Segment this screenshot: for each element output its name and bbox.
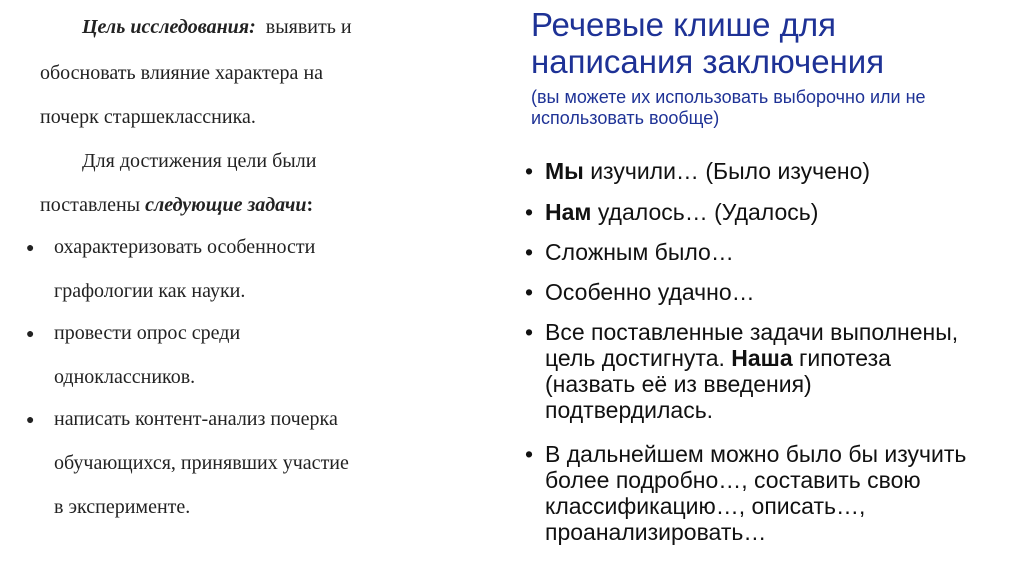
bullet-icon: •: [525, 319, 534, 345]
cliche-item-4: Особенно удачно…: [545, 279, 755, 305]
cliche-item-6: В дальнейшем можно было бы изучить более подробно…, составить свою классификацию…, описать…, проанализировать…: [545, 441, 967, 545]
tasks-label: следующие задачи: [145, 194, 307, 216]
slide-title: Речевые клише для написания заключения: [531, 6, 885, 80]
cliche-item-2: Нам удалось… (Удалось): [545, 199, 819, 225]
tasks-intro-line: Для достижения цели были: [82, 150, 317, 172]
slide-subtitle: (вы можете их использовать выборочно или не использовать вообще): [531, 87, 926, 128]
cliche-item-5: Все поставленные задачи выполнены, цель достигнута. Наша гипотеза (назвать её из введения) подтвердилась.: [545, 319, 959, 423]
task-3-line-2: обучающихся, принявших участие: [54, 452, 349, 474]
bullet-icon: •: [525, 441, 534, 467]
task-3-line-1: написать контент-анализ почерка: [54, 408, 338, 430]
task-1-line-1: охарактеризовать особенности: [54, 236, 316, 258]
task-3-line-3: в эксперименте.: [54, 496, 191, 518]
bullet-icon: •: [525, 199, 534, 225]
right-column: [505, 0, 1024, 574]
goal-label: Цель исследования:: [82, 16, 256, 38]
bullet-icon: •: [525, 239, 534, 265]
left-column: [0, 0, 500, 574]
goal-line-2: обосновать влияние характера на: [40, 62, 324, 84]
bullet-icon: ●: [26, 413, 35, 428]
task-2-line-2: одноклассников.: [54, 366, 196, 388]
goal-text: выявить и: [265, 16, 352, 38]
bullet-icon: ●: [26, 241, 35, 256]
research-goal-line: [82, 16, 352, 39]
bullet-icon: •: [525, 158, 534, 184]
cliche-item-1: Мы изучили… (Было изучено): [545, 158, 871, 184]
task-1-line-2: графологии как науки.: [54, 280, 246, 302]
task-2-line-1: провести опрос среди: [54, 322, 241, 344]
bullet-icon: ●: [26, 327, 35, 342]
cliche-item-3: Сложным было…: [545, 239, 734, 265]
bullet-icon: •: [525, 279, 534, 305]
goal-line-3: почерк старшеклассника.: [40, 106, 256, 128]
tasks-intro-line-2: поставлены следующие задачи:: [40, 194, 314, 216]
